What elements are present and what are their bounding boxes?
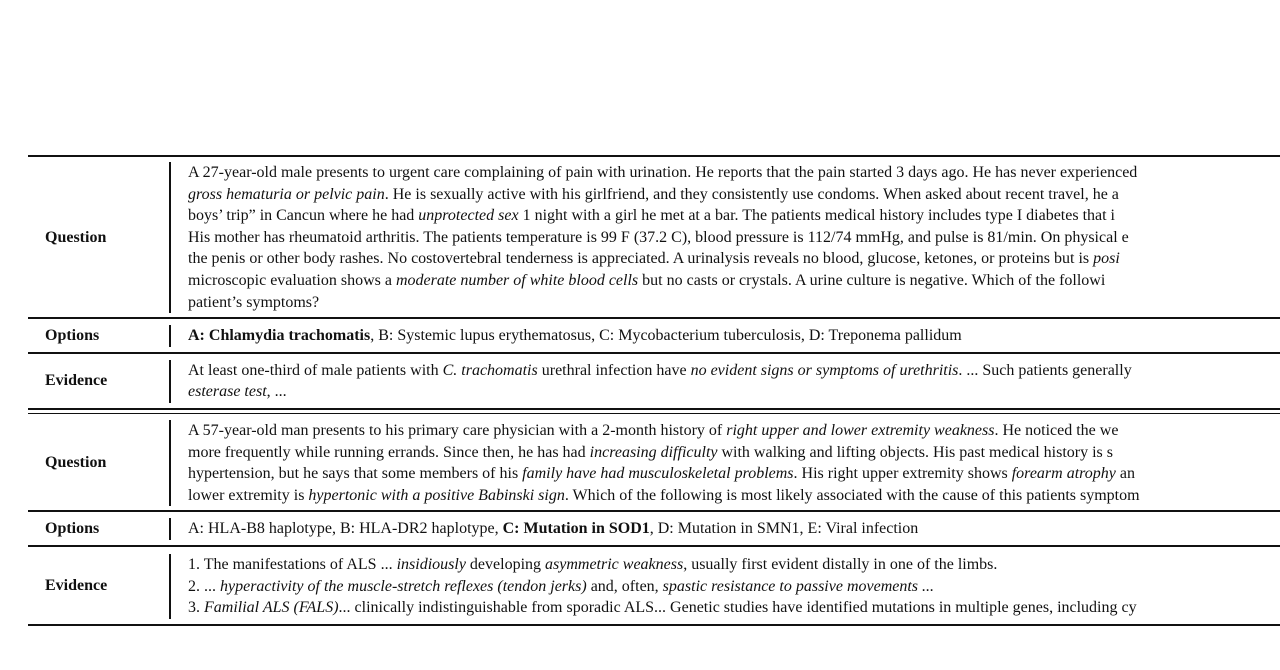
text-run: hyperactivity of the muscle-stretch reflexes (tendon jerks) xyxy=(220,577,587,595)
text-run: At least one-third of male patients with xyxy=(188,361,443,379)
options-row-1 xyxy=(28,319,1280,352)
text-run: , usually first evident distally in one of the limbs. xyxy=(683,555,998,573)
text-run: , D: Mutation in SMN1, E: Viral infection xyxy=(649,520,919,538)
text-run: A 27-year-old male presents to urgent care complaining of pain with urination. He reports that the pain started 3 days ago. He has never experienced xyxy=(188,164,1138,181)
column-divider xyxy=(169,518,171,540)
text-run: unprotected sex xyxy=(418,207,519,225)
question-label: Question xyxy=(45,228,107,246)
text-line xyxy=(188,554,1280,576)
column-divider xyxy=(169,554,171,619)
text-run: . His right upper extremity shows xyxy=(793,465,1012,483)
text-line xyxy=(188,576,1280,598)
text-run: . He is sexually active with his girlfriend, and they consistently use condoms. When asked about recent travel, he a xyxy=(384,185,1119,203)
text-run: with walking and lifting objects. His past medical history is s xyxy=(717,443,1113,461)
text-line xyxy=(188,205,1280,227)
question-label: Question xyxy=(45,454,107,472)
text-run: microscopic evaluation shows a xyxy=(188,271,396,289)
text-line xyxy=(188,184,1280,206)
text-run: ... clinically indistinguishable from sporadic ALS... Genetic studies have identified mutations in multiple genes, including cy xyxy=(338,599,1137,617)
column-divider xyxy=(169,162,171,313)
text-run: the penis or other body rashes. No costovertebral tenderness is appreciated. A urinalysis reveals no blood, glucose, ketones, or proteins but is xyxy=(188,250,1094,268)
text-run: C. trachomatis xyxy=(442,361,538,379)
text-line xyxy=(188,597,1280,619)
text-run: lower extremity is xyxy=(188,486,309,504)
text-line xyxy=(188,420,1280,442)
evidence-text-1 xyxy=(188,360,1280,403)
evidence-label: Evidence xyxy=(45,577,108,595)
text-run: asymmetric weakness xyxy=(545,555,684,573)
text-run: but no casts or crystals. A urine culture is negative. Which of the followi xyxy=(638,271,1106,289)
text-line xyxy=(188,442,1280,464)
text-run: . Which of the following is most likely associated with the cause of this patients symptom xyxy=(564,486,1140,504)
text-line xyxy=(188,162,1280,184)
text-run: hypertonic with a positive Babinski sign xyxy=(308,486,565,504)
text-run: A 57-year-old man presents to his primary care physician with a 2-month history of xyxy=(188,421,727,439)
options-row-2 xyxy=(28,512,1280,545)
text-line xyxy=(188,485,1280,507)
text-run: increasing difficulty xyxy=(589,443,718,461)
evidence-label: Evidence xyxy=(45,372,108,390)
text-run: esterase test xyxy=(188,383,267,401)
options-text-2 xyxy=(188,518,1280,540)
text-run: , B: Systemic lupus erythematosus, C: Mycobacterium tuberculosis, D: Treponema pallidum xyxy=(370,327,962,345)
text-run: Familial ALS (FALS) xyxy=(204,599,339,617)
text-run: 1. The manifestations of ALS ... xyxy=(188,555,397,573)
text-line xyxy=(188,360,1280,382)
options-label: Options xyxy=(45,326,100,344)
text-run: patient’s symptoms? xyxy=(188,293,320,311)
text-run: spastic resistance to passive movements ... xyxy=(662,577,935,595)
text-run: gross hematuria or pelvic pain xyxy=(188,185,385,203)
text-run: His mother has rheumatoid arthritis. The patients temperature is 99 F (37.2 C), blood pressure is 112/74 mmHg, and pulse is 81/min. On physical e xyxy=(188,228,1129,246)
text-line xyxy=(188,292,1280,314)
options-text-1 xyxy=(188,325,1280,347)
text-run: family have had musculoskeletal problems xyxy=(522,465,794,483)
text-run: A: Chlamydia trachomatis xyxy=(188,327,371,345)
text-run: right upper and lower extremity weakness xyxy=(726,421,995,439)
text-run: 2. ... xyxy=(188,577,220,595)
column-divider xyxy=(169,420,171,506)
text-line xyxy=(188,270,1280,292)
evidence-row-1 xyxy=(28,354,1280,408)
text-run: and, often, xyxy=(586,577,663,595)
text-line xyxy=(188,227,1280,249)
text-run: hypertension, but he says that some members of his xyxy=(188,465,523,483)
qa-table xyxy=(28,155,1280,626)
text-line xyxy=(188,518,1280,540)
text-run: 3. xyxy=(188,599,204,617)
text-run: developing xyxy=(465,555,546,573)
bottom-rule xyxy=(28,624,1280,626)
question-text-1 xyxy=(188,162,1280,313)
text-run: posi xyxy=(1093,250,1120,268)
text-run: urethral infection have xyxy=(537,361,691,379)
text-run: , ... xyxy=(266,383,287,401)
question-text-2 xyxy=(188,420,1280,506)
text-run: forearm atrophy xyxy=(1011,465,1116,483)
question-row-2 xyxy=(28,414,1280,510)
text-run: 1 night with a girl he met at a bar. The patients medical history includes type I diabetes that i xyxy=(518,207,1115,225)
evidence-text-2 xyxy=(188,554,1280,619)
text-run: more frequently while running errands. Since then, he has had xyxy=(188,443,590,461)
text-run: A: HLA-B8 haplotype, B: HLA-DR2 haplotype, xyxy=(188,520,503,538)
text-line xyxy=(188,325,1280,347)
text-run: C: Mutation in SOD1 xyxy=(502,520,650,538)
column-divider xyxy=(169,325,171,347)
text-line xyxy=(188,248,1280,270)
text-run: . He noticed the we xyxy=(994,421,1119,439)
text-line xyxy=(188,381,1280,403)
text-run: insidiously xyxy=(396,555,466,573)
evidence-row-2 xyxy=(28,547,1280,624)
text-run: moderate number of white blood cells xyxy=(395,271,639,289)
text-run: an xyxy=(1115,465,1135,483)
options-label: Options xyxy=(45,520,100,538)
question-row-1 xyxy=(28,157,1280,317)
text-run: no evident signs or symptoms of urethritis xyxy=(690,361,959,379)
text-run: . ... Such patients generally xyxy=(958,361,1132,379)
text-run: boys’ trip” in Cancun where he had xyxy=(188,207,419,225)
column-divider xyxy=(169,360,171,403)
text-line xyxy=(188,463,1280,485)
